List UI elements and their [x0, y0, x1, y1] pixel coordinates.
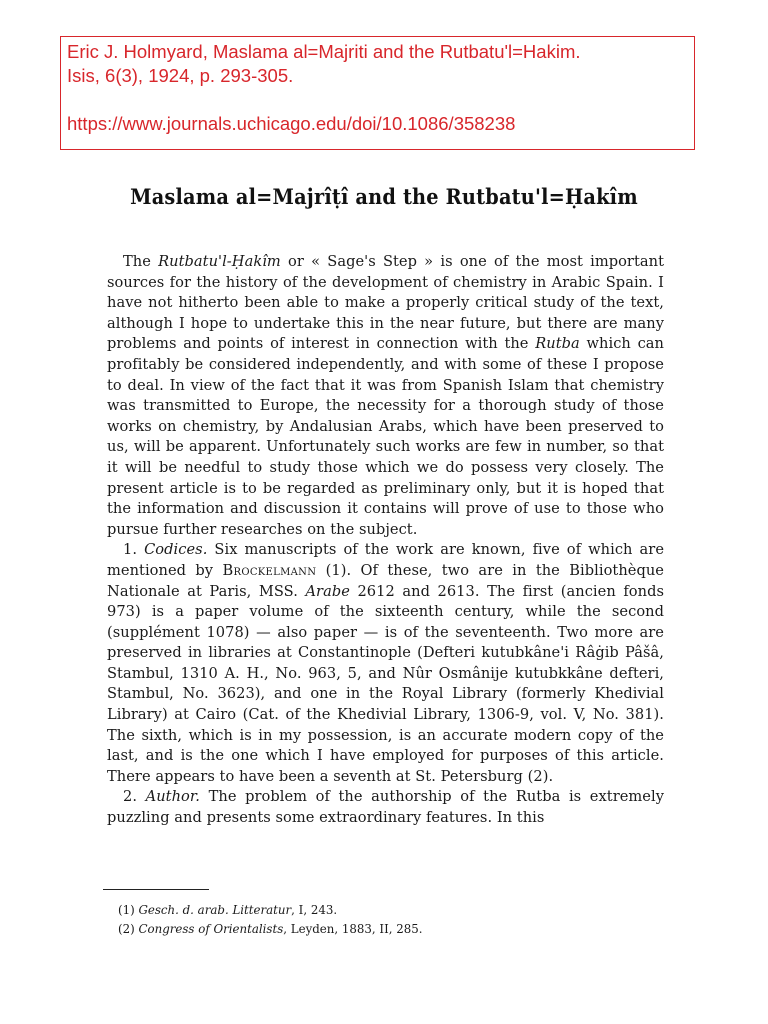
section-number: 1.	[123, 541, 145, 559]
italic-term: Arabe	[305, 582, 350, 600]
author-name: Brockelmann	[222, 561, 317, 579]
article-body	[107, 252, 664, 829]
paragraph-codices	[107, 540, 664, 787]
text-run: (1). Of these, two are in the Bibliothèque Nationale at Paris, MSS.	[107, 561, 664, 600]
article-title: Maslama al=Majrîṭî and the Rutbatu'l=Ḥakîm	[130, 184, 638, 209]
footnote-number: (2)	[118, 922, 139, 936]
text-run: The	[123, 253, 159, 270]
footnote-2	[118, 920, 638, 939]
section-heading: Author.	[145, 788, 200, 806]
citation-gap	[67, 88, 688, 112]
section-heading: Codices.	[144, 541, 208, 559]
section-number: 2.	[123, 788, 146, 806]
footnote-divider	[103, 889, 209, 890]
citation-url[interactable]: https://www.journals.uchicago.edu/doi/10.1086/358238	[67, 113, 516, 134]
citation-line-1: Eric J. Holmyard, Maslama al=Majriti and the Rutbatu'l=Hakim.	[67, 41, 581, 62]
citation-line-2: Isis, 6(3), 1924, p. 293-305.	[67, 65, 294, 86]
citation-box	[60, 36, 695, 150]
text-run: which can profitably be considered independently, and with some of these I propose to deal. In view of the fact that it was from Spanish Islam that chemistry was transmitted to Europe, the necessity for a thorough study of those works on chemistry, by Andalusian Arabs, which have been preserved to us, will be apparent. Unfortunately such works are few in number, so that it will be needful to study those which we do possess very closely. The present article is to be regarded as preliminary only, but it is hoped that the information and discussion it contains will prove of use to those who pursue further researches on the subject.	[107, 335, 665, 538]
footnote-number: (1)	[118, 903, 139, 917]
footnote-title: Congress of Orientalists	[138, 922, 284, 936]
footnote-text: , Leyden, 1883, II, 285.	[283, 922, 423, 936]
paragraph-author	[107, 787, 664, 828]
italic-term: Rutbatu'l-Ḥakîm	[158, 253, 281, 270]
text-run: The problem of the authorship of the Rutba is extremely puzzling and presents some extraordinary features. In this	[107, 788, 664, 827]
footnote-text: , I, 243.	[291, 903, 338, 917]
italic-term: Rutba	[535, 335, 580, 353]
footnote-1	[118, 901, 638, 920]
text-run: 2612 and 2613. The first (ancien fonds 973) is a paper volume of the sixteenth century, while the second (supplément 1078) — also paper — is of the seventeenth. Two more are preserved in libraries at Constantinople (Defteri kutubkâne'i Râġib Pâšâ, Stambul, 1310 A. H., No. 963, 5, and Nûr Osmânije kutubkkâne defteri, Stambul, No. 3623), and one in the Royal Library (formerly Khedivial Library) at Cairo (Cat. of the Khedivial Library, 1306-9, vol. V, No. 381). The sixth, which is in my possession, is an accurate modern copy of the last, and is the one which I have employed for purposes of this article. There appears to have been a seventh at St. Petersburg (2).	[107, 582, 665, 785]
text-run: or « Sage's Step » is one of the most important sources for the history of the development of chemistry in Arabic Spain. I have not hitherto been able to make a properly critical study of the text, although I hope to undertake this in the near future, but there are many problems and points of interest in connection with the	[107, 253, 664, 353]
paragraph-intro	[107, 252, 664, 540]
footnote-title: Gesch. d. arab. Litteratur	[138, 903, 292, 917]
text-run: Six manuscripts of the work are known, five of which are mentioned by	[107, 541, 665, 579]
footnotes	[118, 901, 638, 939]
